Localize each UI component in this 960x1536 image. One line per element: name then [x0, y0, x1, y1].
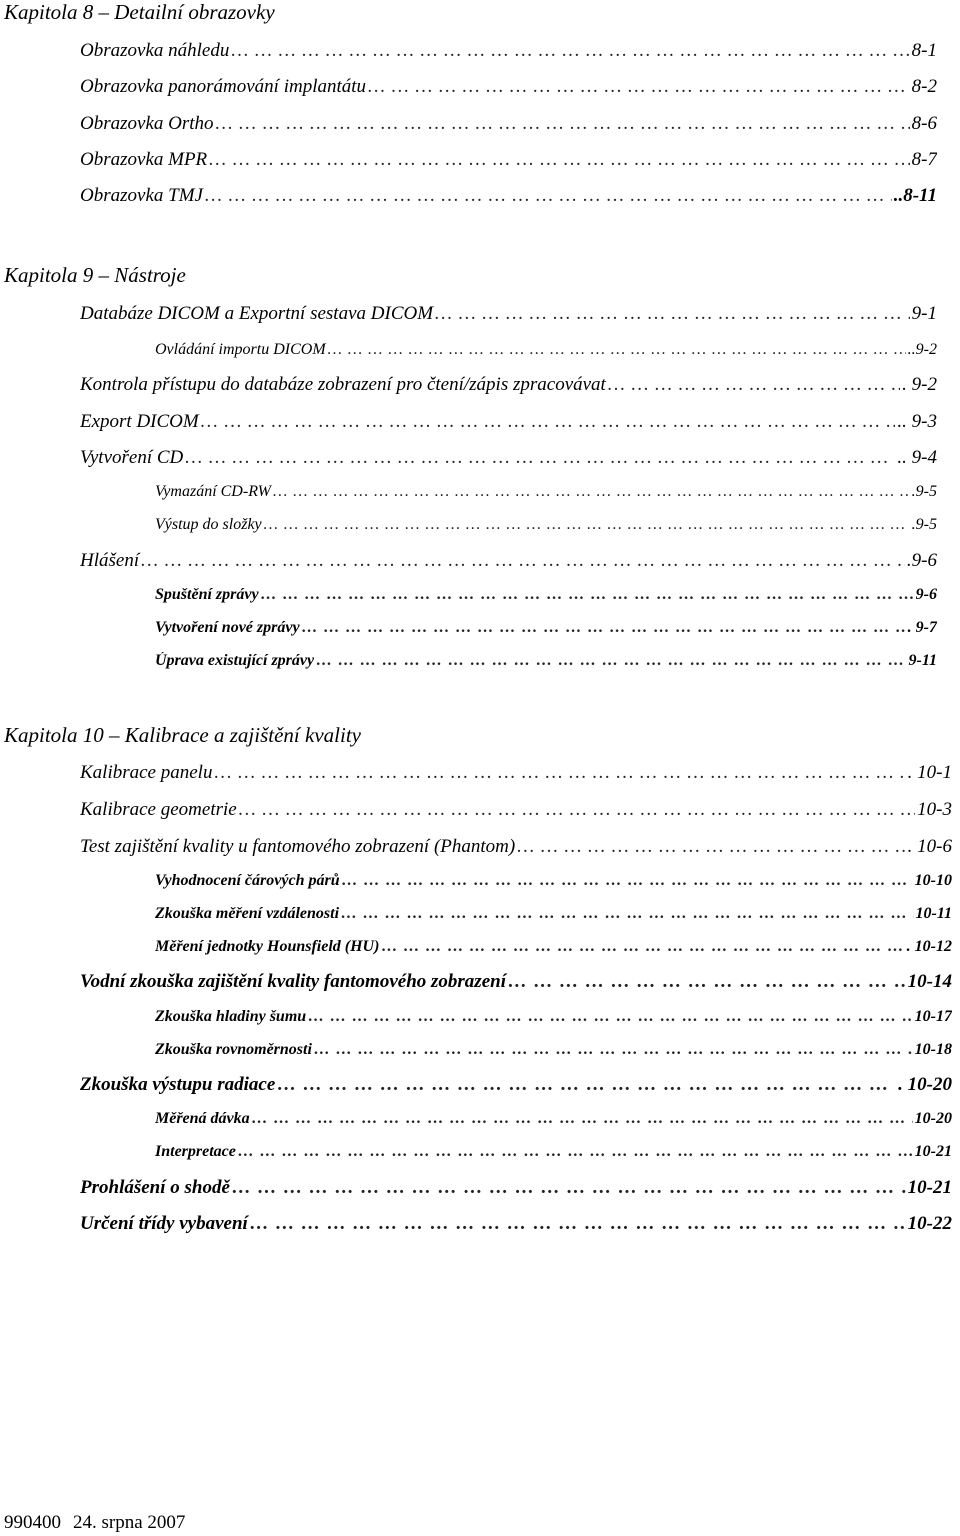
toc-entry	[80, 411, 937, 433]
toc-entry	[80, 550, 937, 572]
toc-entry-title: Export DICOM	[80, 411, 199, 432]
toc-entry	[155, 1008, 952, 1026]
dot-leader	[328, 341, 906, 359]
document-date: 24. srpna 2007	[73, 1512, 186, 1533]
dot-leader	[316, 652, 906, 670]
document-number: 990400	[4, 1512, 61, 1533]
toc-entry-title: Zkouška rovnoměrnosti	[155, 1041, 312, 1058]
toc-entry	[80, 762, 952, 784]
toc-page-number: 10-14	[907, 971, 952, 992]
dot-leader	[231, 40, 909, 62]
toc-page-number: .. 9-4	[897, 447, 937, 468]
toc-entry-title: Obrazovka náhledu	[80, 40, 230, 61]
toc-entry-title: Vytvoření CD	[80, 447, 184, 468]
dot-leader	[205, 185, 892, 207]
dot-leader	[239, 799, 915, 821]
toc-page-number: 10-18	[914, 1041, 952, 1058]
toc-entry	[80, 447, 937, 469]
toc-page-number: .9-5	[911, 516, 937, 533]
dot-leader	[508, 971, 906, 993]
toc-page-number: ..9-2	[907, 341, 937, 358]
dot-leader	[252, 1110, 913, 1128]
dot-leader	[264, 516, 910, 534]
toc-entry	[80, 836, 952, 858]
toc-entry-title: Vodní zkouška zajištění kvality fantomového zobrazení	[80, 971, 506, 992]
toc-entry-title: Obrazovka panorámování implantátu	[80, 76, 367, 97]
toc-page-number: 9-11	[908, 652, 937, 669]
toc-page-number: . 9-7	[907, 619, 937, 636]
toc-page-number: . 9-2	[902, 374, 937, 395]
toc-page-number: 10-21	[914, 1143, 952, 1160]
dot-leader	[209, 149, 910, 171]
dot-leader	[341, 905, 914, 923]
dot-leader	[381, 938, 904, 956]
toc-entry	[155, 516, 937, 534]
toc-page-number: 9-1	[911, 303, 937, 324]
toc-entry-title: Měřená dávka	[155, 1110, 250, 1127]
toc-page-number: . 10-1	[907, 762, 952, 783]
toc-entry-title: Úprava existující zprávy	[155, 652, 315, 669]
toc-page-number: 10-17	[914, 1008, 952, 1025]
toc-entry-title: Výstup do složky	[155, 516, 262, 533]
toc-entry	[155, 1110, 952, 1128]
toc-page-number: . 10-6	[907, 836, 952, 857]
toc-entry	[80, 303, 937, 325]
toc-entry-title: Vymazání CD-RW	[155, 483, 271, 500]
toc-entry-title: Obrazovka MPR	[80, 149, 208, 170]
toc-page-number: 10-3	[917, 799, 952, 820]
toc-page-number: .9-6	[906, 550, 937, 571]
toc-entry	[80, 149, 937, 171]
dot-leader	[273, 483, 910, 501]
toc-entry	[155, 586, 937, 604]
toc-entry-title: Kalibrace geometrie	[80, 799, 237, 820]
toc-entry-title: Kalibrace panelu	[80, 762, 213, 783]
toc-entry	[80, 1177, 952, 1199]
toc-entry	[155, 652, 937, 670]
toc-entry-title: Vytvoření nové zprávy	[155, 619, 300, 636]
dot-leader	[314, 1041, 913, 1059]
toc-page-number: . 10-20	[898, 1074, 952, 1095]
toc-entry	[155, 483, 937, 501]
chapter-heading: Kapitola 9 – Nástroje	[4, 263, 186, 287]
toc-entry	[155, 872, 952, 890]
dot-leader	[214, 762, 905, 784]
toc-entry	[155, 1143, 952, 1161]
toc-entry-title: Určení třídy vybavení	[80, 1213, 248, 1234]
toc-page-number: 8-1	[911, 40, 937, 61]
toc-page-number: 10-20	[914, 1110, 952, 1127]
toc-entry-title: Ovládání importu DICOM	[155, 341, 326, 358]
toc-entry	[80, 799, 952, 821]
toc-entry-title: Spuštění zprávy	[155, 586, 259, 603]
toc-page-number: 8-2	[911, 76, 937, 97]
toc-entry	[80, 113, 937, 135]
toc-entry	[80, 1213, 952, 1235]
dot-leader	[435, 303, 910, 325]
toc-page-number: 10-21	[907, 1177, 952, 1198]
dot-leader	[308, 1008, 913, 1026]
toc-entry-title: Test zajištění kvality u fantomového zobrazení (Phantom)	[80, 836, 516, 857]
dot-leader	[261, 586, 914, 604]
toc-entry	[80, 40, 937, 62]
chapter-heading: Kapitola 10 – Kalibrace a zajištění kvality	[4, 723, 361, 747]
toc-entry	[155, 905, 952, 923]
dot-leader	[185, 447, 895, 469]
toc-page-number: 8-7	[911, 149, 937, 170]
toc-entry-title: Měření jednotky Hounsfield (HU)	[155, 938, 380, 955]
toc-entry-title: Obrazovka TMJ	[80, 185, 203, 206]
dot-leader	[368, 76, 910, 98]
chapter-heading: Kapitola 8 – Detailní obrazovky	[4, 0, 275, 24]
toc-entry-title: Databáze DICOM a Exportní sestava DICOM	[80, 303, 434, 324]
toc-page-number: 10-10	[914, 872, 952, 889]
toc-entry	[80, 971, 952, 993]
dot-leader	[141, 550, 905, 572]
dot-leader	[302, 619, 906, 637]
toc-entry-title: Interpretace	[155, 1143, 236, 1160]
dot-leader	[277, 1074, 896, 1096]
toc-entry	[80, 1074, 952, 1096]
dot-leader	[232, 1177, 906, 1199]
toc-page-number: 8-6	[911, 113, 937, 134]
dot-leader	[342, 872, 913, 890]
dot-leader	[250, 1213, 906, 1235]
toc-entry	[80, 185, 937, 207]
toc-page-number: 10-11	[915, 905, 952, 922]
toc-entry-title: Kontrola přístupu do databáze zobrazení pro čtení/zápis zpracovávat	[80, 374, 606, 395]
toc-entry-title: Prohlášení o shodě	[80, 1177, 230, 1198]
toc-page-number: . 10-12	[906, 938, 952, 955]
toc-entry-title: Zkouška hladiny šumu	[155, 1008, 307, 1025]
toc-entry	[155, 938, 952, 956]
toc-entry	[155, 1041, 952, 1059]
toc-entry	[155, 341, 937, 359]
dot-leader	[517, 836, 905, 858]
toc-entry-title: Hlášení	[80, 550, 140, 571]
toc-entry	[80, 374, 937, 396]
toc-page-number: .9-5	[911, 483, 937, 500]
dot-leader	[238, 1143, 913, 1161]
toc-entry-title: Zkouška měření vzdálenosti	[155, 905, 340, 922]
toc-page-number: ..8-11	[893, 185, 937, 206]
page-footer	[4, 1512, 197, 1534]
toc-entry-title: Obrazovka Ortho	[80, 113, 214, 134]
toc-entry	[80, 76, 937, 98]
dot-leader	[608, 374, 900, 396]
toc-page-number: .. 9-3	[897, 411, 937, 432]
dot-leader	[216, 113, 910, 135]
dot-leader	[201, 411, 896, 433]
toc-entry	[155, 619, 937, 637]
toc-entry-title: Vyhodnocení čárových párů	[155, 872, 340, 889]
toc-page-number: 9-6	[915, 586, 937, 603]
toc-page-number: 10-22	[907, 1213, 952, 1234]
toc-entry-title: Zkouška výstupu radiace	[80, 1074, 276, 1095]
